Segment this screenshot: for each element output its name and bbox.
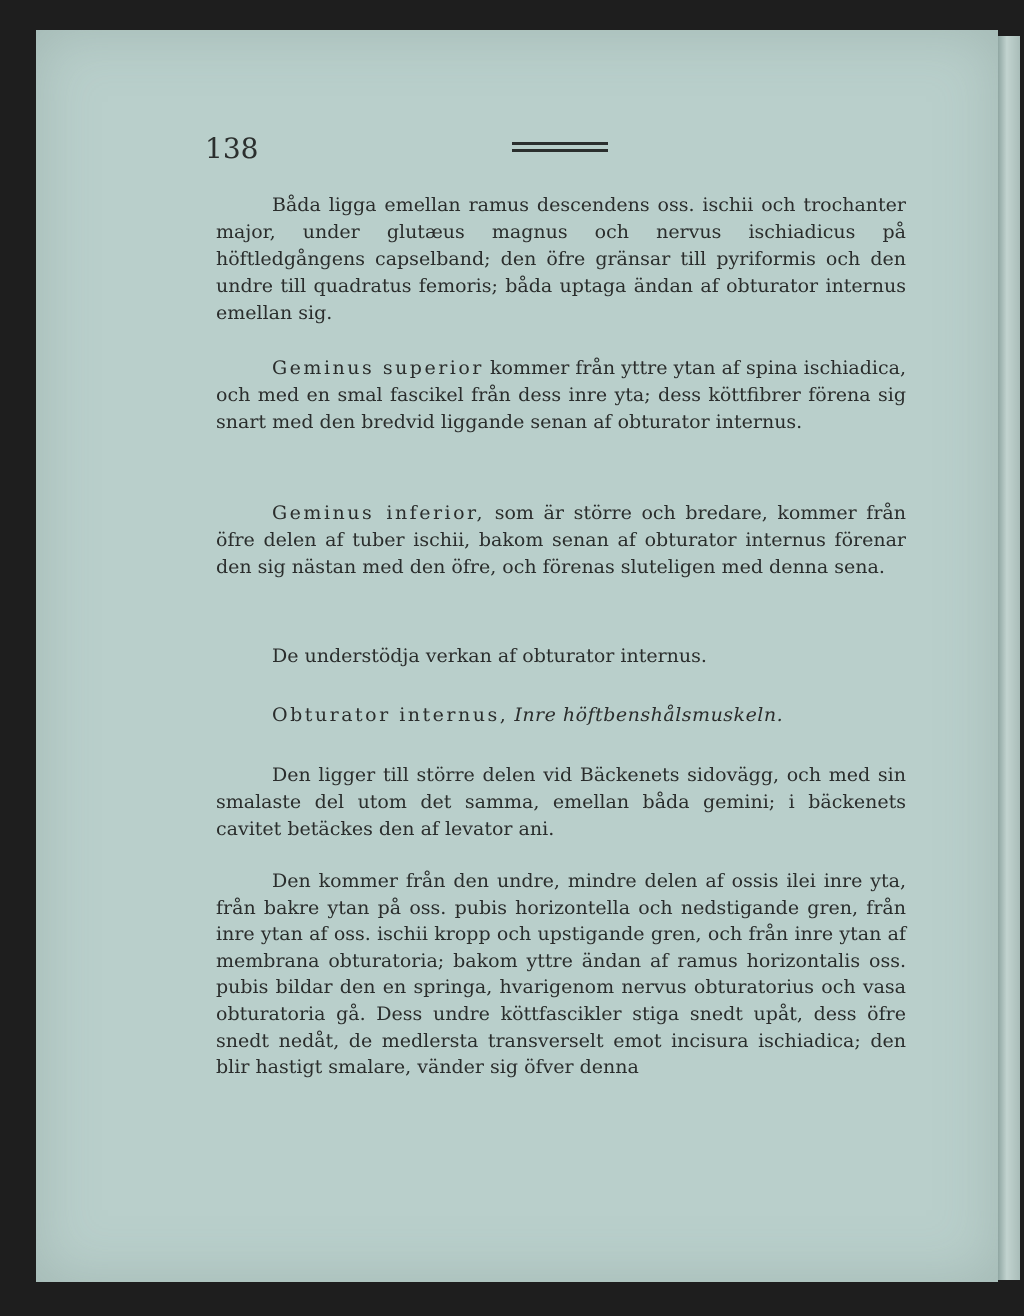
paragraph-den-ligger	[216, 762, 906, 843]
paragraph-text: Den kommer från den undre, mindre delen af ossis ilei inre yta, från bakre ytan på oss. pubis horizontella och nedstigande gren, från inre ytan af oss. ischii kropp och upstigande gren, och från inre ytan af membrana obturatoria; bakom yttre ändan af ramus horizontalis oss. pubis bildar den en springa, hvarigenom nervus obturatorius och vasa obturatoria gå. Dess undre köttfascikler stiga snedt upåt, dess öfre snedt nedåt, de medlersta transverselt emot incisura ischiadica; den blir hastigt smalare, vänder sig öfver denna	[216, 870, 906, 1079]
paragraph-text: kommer från yttre ytan af spina ischiadica, och med en smal fascikel från dess inre yta; dess köttfibrer förena sig snart med den bredvid liggande senan af obturator internus.	[216, 357, 906, 433]
paragraph-understodja	[216, 643, 906, 670]
paragraph-text: De understödja verkan af obturator internus.	[272, 645, 707, 667]
swedish-muscle-name: Inre höftbenshålsmuskeln.	[514, 704, 784, 726]
heading-obturator-internus	[216, 702, 906, 729]
header-rule-bottom	[512, 149, 608, 152]
muscle-name: Obturator internus,	[272, 704, 509, 726]
paragraph-den-kommer	[216, 868, 906, 1081]
paragraph-text: Den ligger till större delen vid Bäckenets sidovägg, och med sin smalaste del utom det samma, emellan båda gemini; i bäckenets cavitet betäckes den af levator ani.	[216, 764, 906, 840]
header-rule-top	[512, 142, 608, 145]
paragraph-geminus-inferior	[216, 500, 906, 581]
paragraph-bada-ligga	[216, 192, 906, 327]
muscle-name: Geminus superior	[272, 357, 484, 379]
page-number: 138	[205, 132, 259, 165]
paragraph-text: Båda ligga emellan ramus descendens oss. ischii och trochanter major, under glutæus magnus och nervus ischiadicus på höftledgångens capselband; den öfre gränsar till pyriformis och den undre till quadratus femoris; båda uptaga ändan af obturator internus emellan sig.	[216, 194, 906, 324]
page-edge	[998, 36, 1020, 1280]
paragraph-text: som är större och bredare, kommer från öfre delen af tuber ischii, bakom senan af obturator internus förenar den sig nästan med den öfre, och förenas sluteligen med denna sena.	[216, 502, 906, 578]
muscle-name: Geminus inferior,	[272, 502, 486, 524]
paragraph-geminus-superior	[216, 355, 906, 436]
